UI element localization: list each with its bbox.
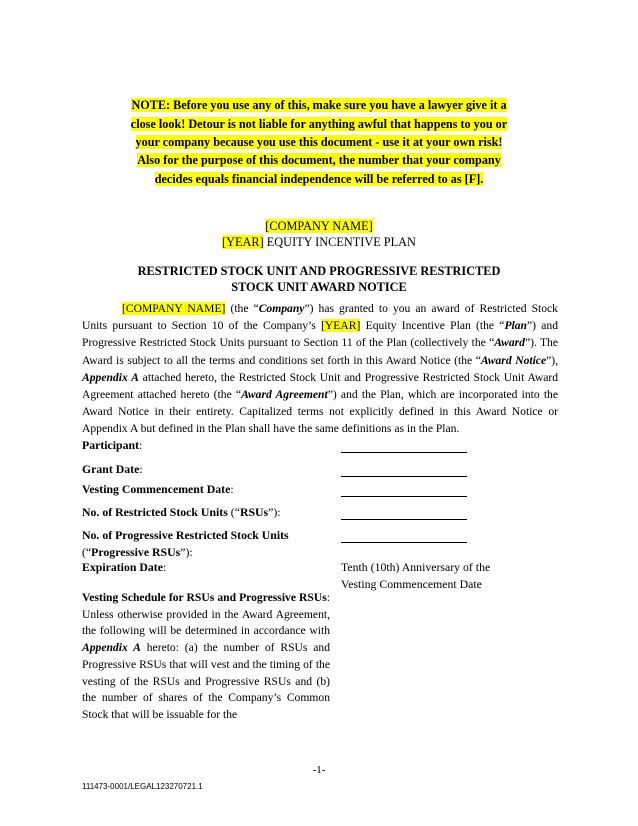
defined-term-award-notice: Award Notice	[480, 353, 547, 367]
participant-blank[interactable]	[341, 452, 467, 453]
vesting-text: hereto: (a) the number of RSUs and Progressive RSUs that will vest and the timing of the vesting of the RSUs and Progressive RSUs and (b) the number of shares of the Company’s Common Stock that will be issuable for the	[82, 641, 331, 721]
quote-open: (“	[227, 505, 240, 519]
expiration-value-line-2: Vesting Commencement Date	[341, 576, 482, 591]
body-year-placeholder: [YEAR]	[321, 319, 361, 333]
vesting-date-row	[82, 481, 234, 498]
defined-term-company: Company	[258, 302, 305, 315]
quote-close: ”):	[268, 505, 281, 519]
colon: :	[139, 438, 143, 452]
body-text: ”),	[546, 353, 558, 367]
body-text: ”) and the Plan, which are incorporated into the Award Notice in their entirety. Capitalized terms not explicitly defined in this Award Notice or Appendix A but defined in the Plan shall have the same definitions as in the Plan.	[82, 388, 558, 436]
quote-close: ”):	[180, 544, 193, 559]
expiration-label: Expiration Date	[82, 560, 163, 574]
grant-date-blank[interactable]	[341, 476, 467, 477]
year-placeholder: [YEAR]	[222, 235, 264, 249]
progressive-rsus-blank[interactable]	[341, 542, 467, 543]
defined-term-award-agreement: Award Agreement	[241, 388, 328, 402]
document-title	[80, 263, 558, 295]
body-text: (the “	[225, 302, 259, 315]
expiration-row	[82, 559, 166, 576]
intro-paragraph	[82, 300, 558, 438]
page-number: -1-	[312, 764, 326, 776]
rsus-blank[interactable]	[341, 519, 467, 520]
document-id: 111473-0001/LEGAL123270721.1	[82, 782, 203, 791]
rsus-row	[82, 504, 281, 521]
financial-independence-note	[110, 151, 528, 188]
body-text: ”) and Progressive Restricted Stock Units pursuant to Section 11 of the Plan (collectively the “	[82, 319, 558, 350]
expiration-value-line-1: Tenth (10th) Anniversary of the	[341, 560, 491, 574]
vesting-appendix-reference: Appendix A	[82, 641, 141, 655]
vesting-date-blank[interactable]	[341, 496, 467, 497]
company-name-heading	[80, 218, 558, 235]
defined-term-award: Award	[494, 336, 525, 350]
note-line-3: your company because you use this document - use it at your own risk!	[135, 135, 503, 150]
body-text: ”). The Award is subject to all the terms and conditions set forth in this Award Notice (the “	[82, 336, 558, 367]
body-company-placeholder: [COMPANY NAME]	[122, 302, 226, 315]
title-line-2: STOCK UNIT AWARD NOTICE	[231, 280, 407, 294]
progressive-rsus-label: No. of Progressive Restricted Stock Units	[82, 528, 289, 542]
plan-heading	[80, 234, 558, 251]
defined-term-plan: Plan	[504, 319, 527, 333]
vesting-schedule-paragraph	[82, 590, 330, 724]
participant-label: Participant	[82, 438, 140, 452]
colon: :	[230, 482, 234, 496]
grant-date-label: Grant Date	[82, 462, 140, 476]
rsus-abbr: RSUs	[239, 505, 269, 519]
plan-suffix: EQUITY INCENTIVE PLAN	[263, 235, 416, 249]
company-placeholder: [COMPANY NAME]	[265, 219, 373, 233]
note-line-2: close look! Detour is not liable for anything awful that happens to you or	[130, 116, 508, 131]
progressive-rsus-row	[82, 527, 289, 560]
rsus-label: No. of Restricted Stock Units	[82, 505, 228, 519]
expiration-value	[341, 559, 541, 592]
body-text: ”) has granted to you an award of Restricted Stock Units pursuant to Section 10 of the Company’s	[82, 302, 558, 333]
note2-line-2: decides equals financial independence will be referred to as [F].	[154, 171, 484, 186]
disclaimer-note	[110, 96, 528, 152]
quote-open: (“	[82, 544, 92, 559]
title-line-1: RESTRICTED STOCK UNIT AND PROGRESSIVE RESTRICTED	[137, 264, 501, 278]
colon: :	[139, 462, 143, 476]
vesting-date-label: Vesting Commencement Date	[82, 482, 231, 496]
vesting-schedule-label: Vesting Schedule for RSUs and Progressive RSUs	[82, 591, 327, 604]
colon: :	[162, 560, 167, 574]
note-line-1: NOTE: Before you use any of this, make sure you have a lawyer give it a	[131, 98, 507, 112]
progressive-rsus-abbr: Progressive RSUs	[91, 544, 181, 559]
note2-line-1: Also for the purpose of this document, the number that your company	[137, 153, 501, 167]
body-text: attached hereto, the Restricted Stock Unit and Progressive Restricted Stock Unit Award Agreement attached hereto (the “	[82, 370, 558, 402]
body-text: Equity Incentive Plan (the “	[360, 319, 505, 333]
vesting-text: : Unless otherwise provided in the Award Agreement, the following will be determined in accordance with	[82, 591, 330, 638]
grant-date-row	[82, 461, 143, 478]
appendix-a-reference: Appendix A	[82, 370, 139, 384]
participant-row	[82, 437, 142, 454]
